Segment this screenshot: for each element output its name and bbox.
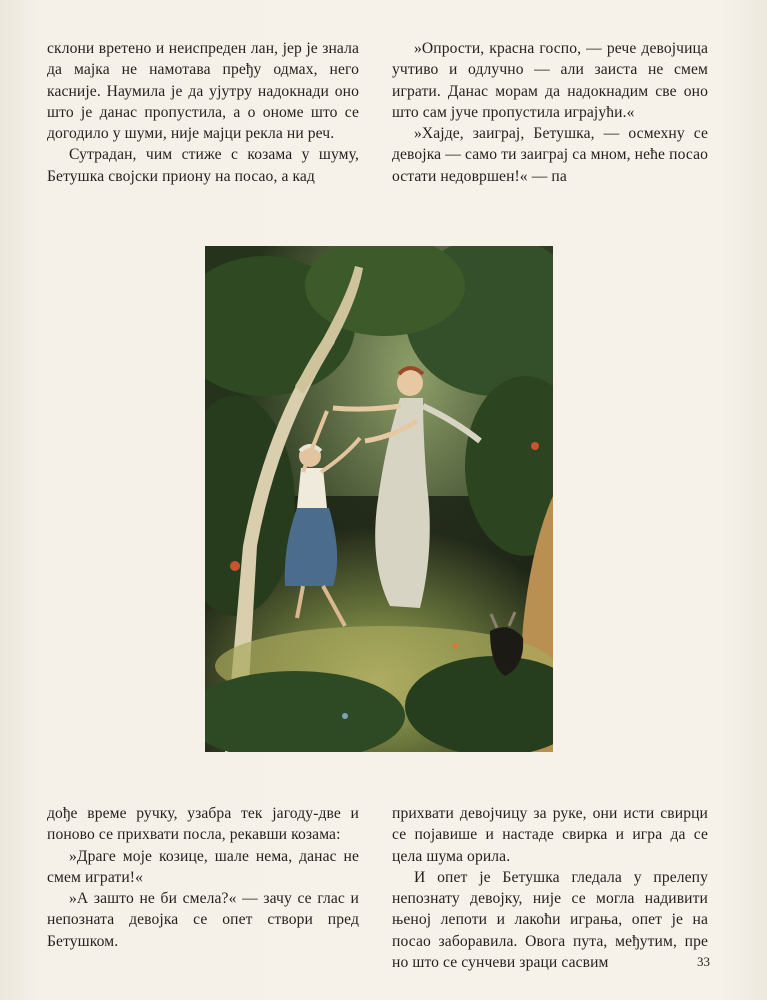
- paragraph: прихвати девојчицу за руке, они исти свирци се појавише и настаде свирка и игра да се цела шума орила.: [392, 805, 708, 865]
- text-column-bottom-right: [392, 803, 708, 973]
- paragraph: склони вретено и неиспреден лан, јер је знала да мајка не намотава пређу одмах, него касније. Наумила је да ујутру надокнади оно што је данас пропустила, а о ономе што се догодило у шуми, није мајци рекла ни реч.: [47, 40, 359, 143]
- paragraph: Сутрадан, чим стиже с козама у шуму, Бетушка својски приону на посао, а кад: [47, 146, 359, 185]
- paragraph: »Опрости, красна госпо, — рече девојчица учтиво и одлучно — али заиста не смем играти. Данас морам да надокнадим све оно што сам јуче пропустила играјући.«: [392, 40, 708, 121]
- paragraph: »Драге моје козице, шале нема, данас не смем играти!«: [47, 847, 359, 886]
- text-column-top-left: [47, 38, 359, 187]
- page-number: 33: [697, 954, 710, 969]
- text-column-bottom-left: [47, 803, 359, 952]
- paragraph: »Хајде, заиграј, Бетушка, — осмехну се девојка — само ти заиграј са мном, неће посао остати недовршен!« — па: [392, 125, 708, 185]
- illustration-dancing-in-forest: [205, 246, 553, 752]
- paragraph: дође време ручку, узабра тек јагоду-две и поново се прихвати посла, рекавши козама:: [47, 805, 359, 844]
- illustration-artwork: [205, 246, 553, 752]
- paragraph: »А зашто не би смела?« — зачу се глас и непозната девојка се опет створи пред Бетушком.: [47, 890, 359, 950]
- text-column-top-right: [392, 38, 708, 187]
- paragraph: И опет је Бетушка гледала у прелепу непознату девојку, није се могла надивити њеној лепоти и лакоћи играња, опет је на посао заборавила. Овога пута, међутим, пре но што се сунчеви зраци сасвим: [392, 868, 708, 972]
